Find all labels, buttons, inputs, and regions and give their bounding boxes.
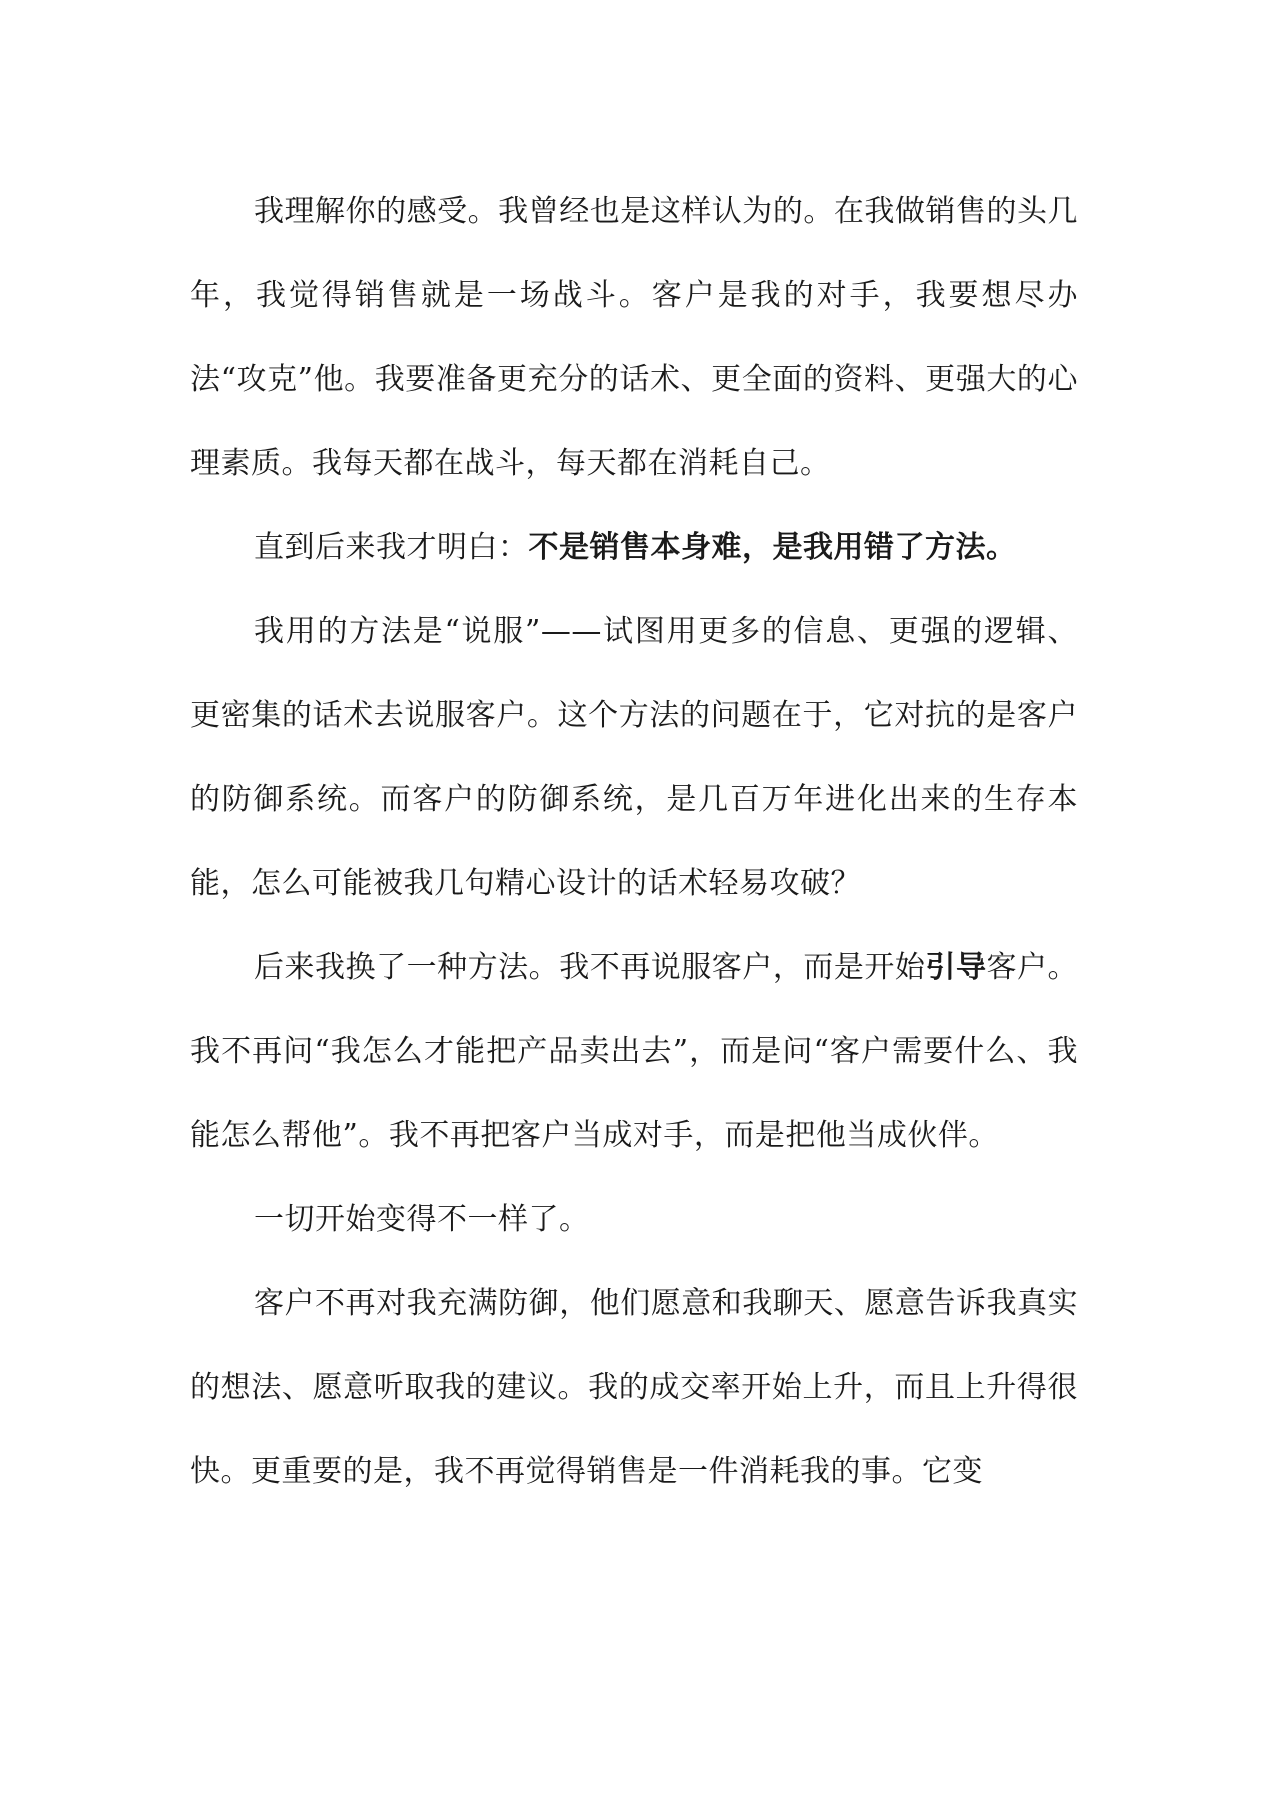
body-text — [190, 170, 1078, 1514]
paragraph-2-emphasis: 不是销售本身难，是我用错了方法。 — [528, 530, 1017, 565]
paragraph-6 — [190, 1262, 1078, 1514]
paragraph-2 — [190, 506, 1078, 590]
paragraph-4-text-start: 后来我换了一种方法。我不再说服客户，而是开始 — [254, 950, 926, 985]
paragraph-4 — [190, 926, 1078, 1178]
paragraph-1 — [190, 170, 1078, 506]
paragraph-3 — [190, 590, 1078, 926]
paragraph-2-text: 直到后来我才明白： — [254, 530, 529, 565]
paragraph-4-emphasis: 引导 — [925, 950, 987, 985]
paragraph-4-text-end: 客户。我不再问“我怎么才能把产品卖出去”，而是问“客户需要什么、我能怎么帮他”。我不再把客户当成对手，而是把他当成伙伴。 — [190, 950, 1079, 1153]
paragraph-1-text: 我理解你的感受。我曾经也是这样认为的。在我做销售的头几年，我觉得销售就是一场战斗。客户是我的对手，我要想尽办法“攻克”他。我要准备更充分的话术、更全面的资料、更强大的心理素质。我每天都在战斗，每天都在消耗自己。 — [190, 194, 1078, 481]
paragraph-5-text: 一切开始变得不一样了。 — [254, 1202, 590, 1237]
paragraph-5 — [190, 1178, 1078, 1262]
paragraph-6-text: 客户不再对我充满防御，他们愿意和我聊天、愿意告诉我真实的想法、愿意听取我的建议。我的成交率开始上升，而且上升得很快。更重要的是，我不再觉得销售是一件消耗我的事。它变 — [190, 1286, 1078, 1489]
paragraph-3-text: 我用的方法是“说服”——试图用更多的信息、更强的逻辑、更密集的话术去说服客户。这个方法的问题在于，它对抗的是客户的防御系统。而客户的防御系统，是几百万年进化出来的生存本能，怎么可能被我几句精心设计的话术轻易攻破？ — [190, 614, 1078, 901]
